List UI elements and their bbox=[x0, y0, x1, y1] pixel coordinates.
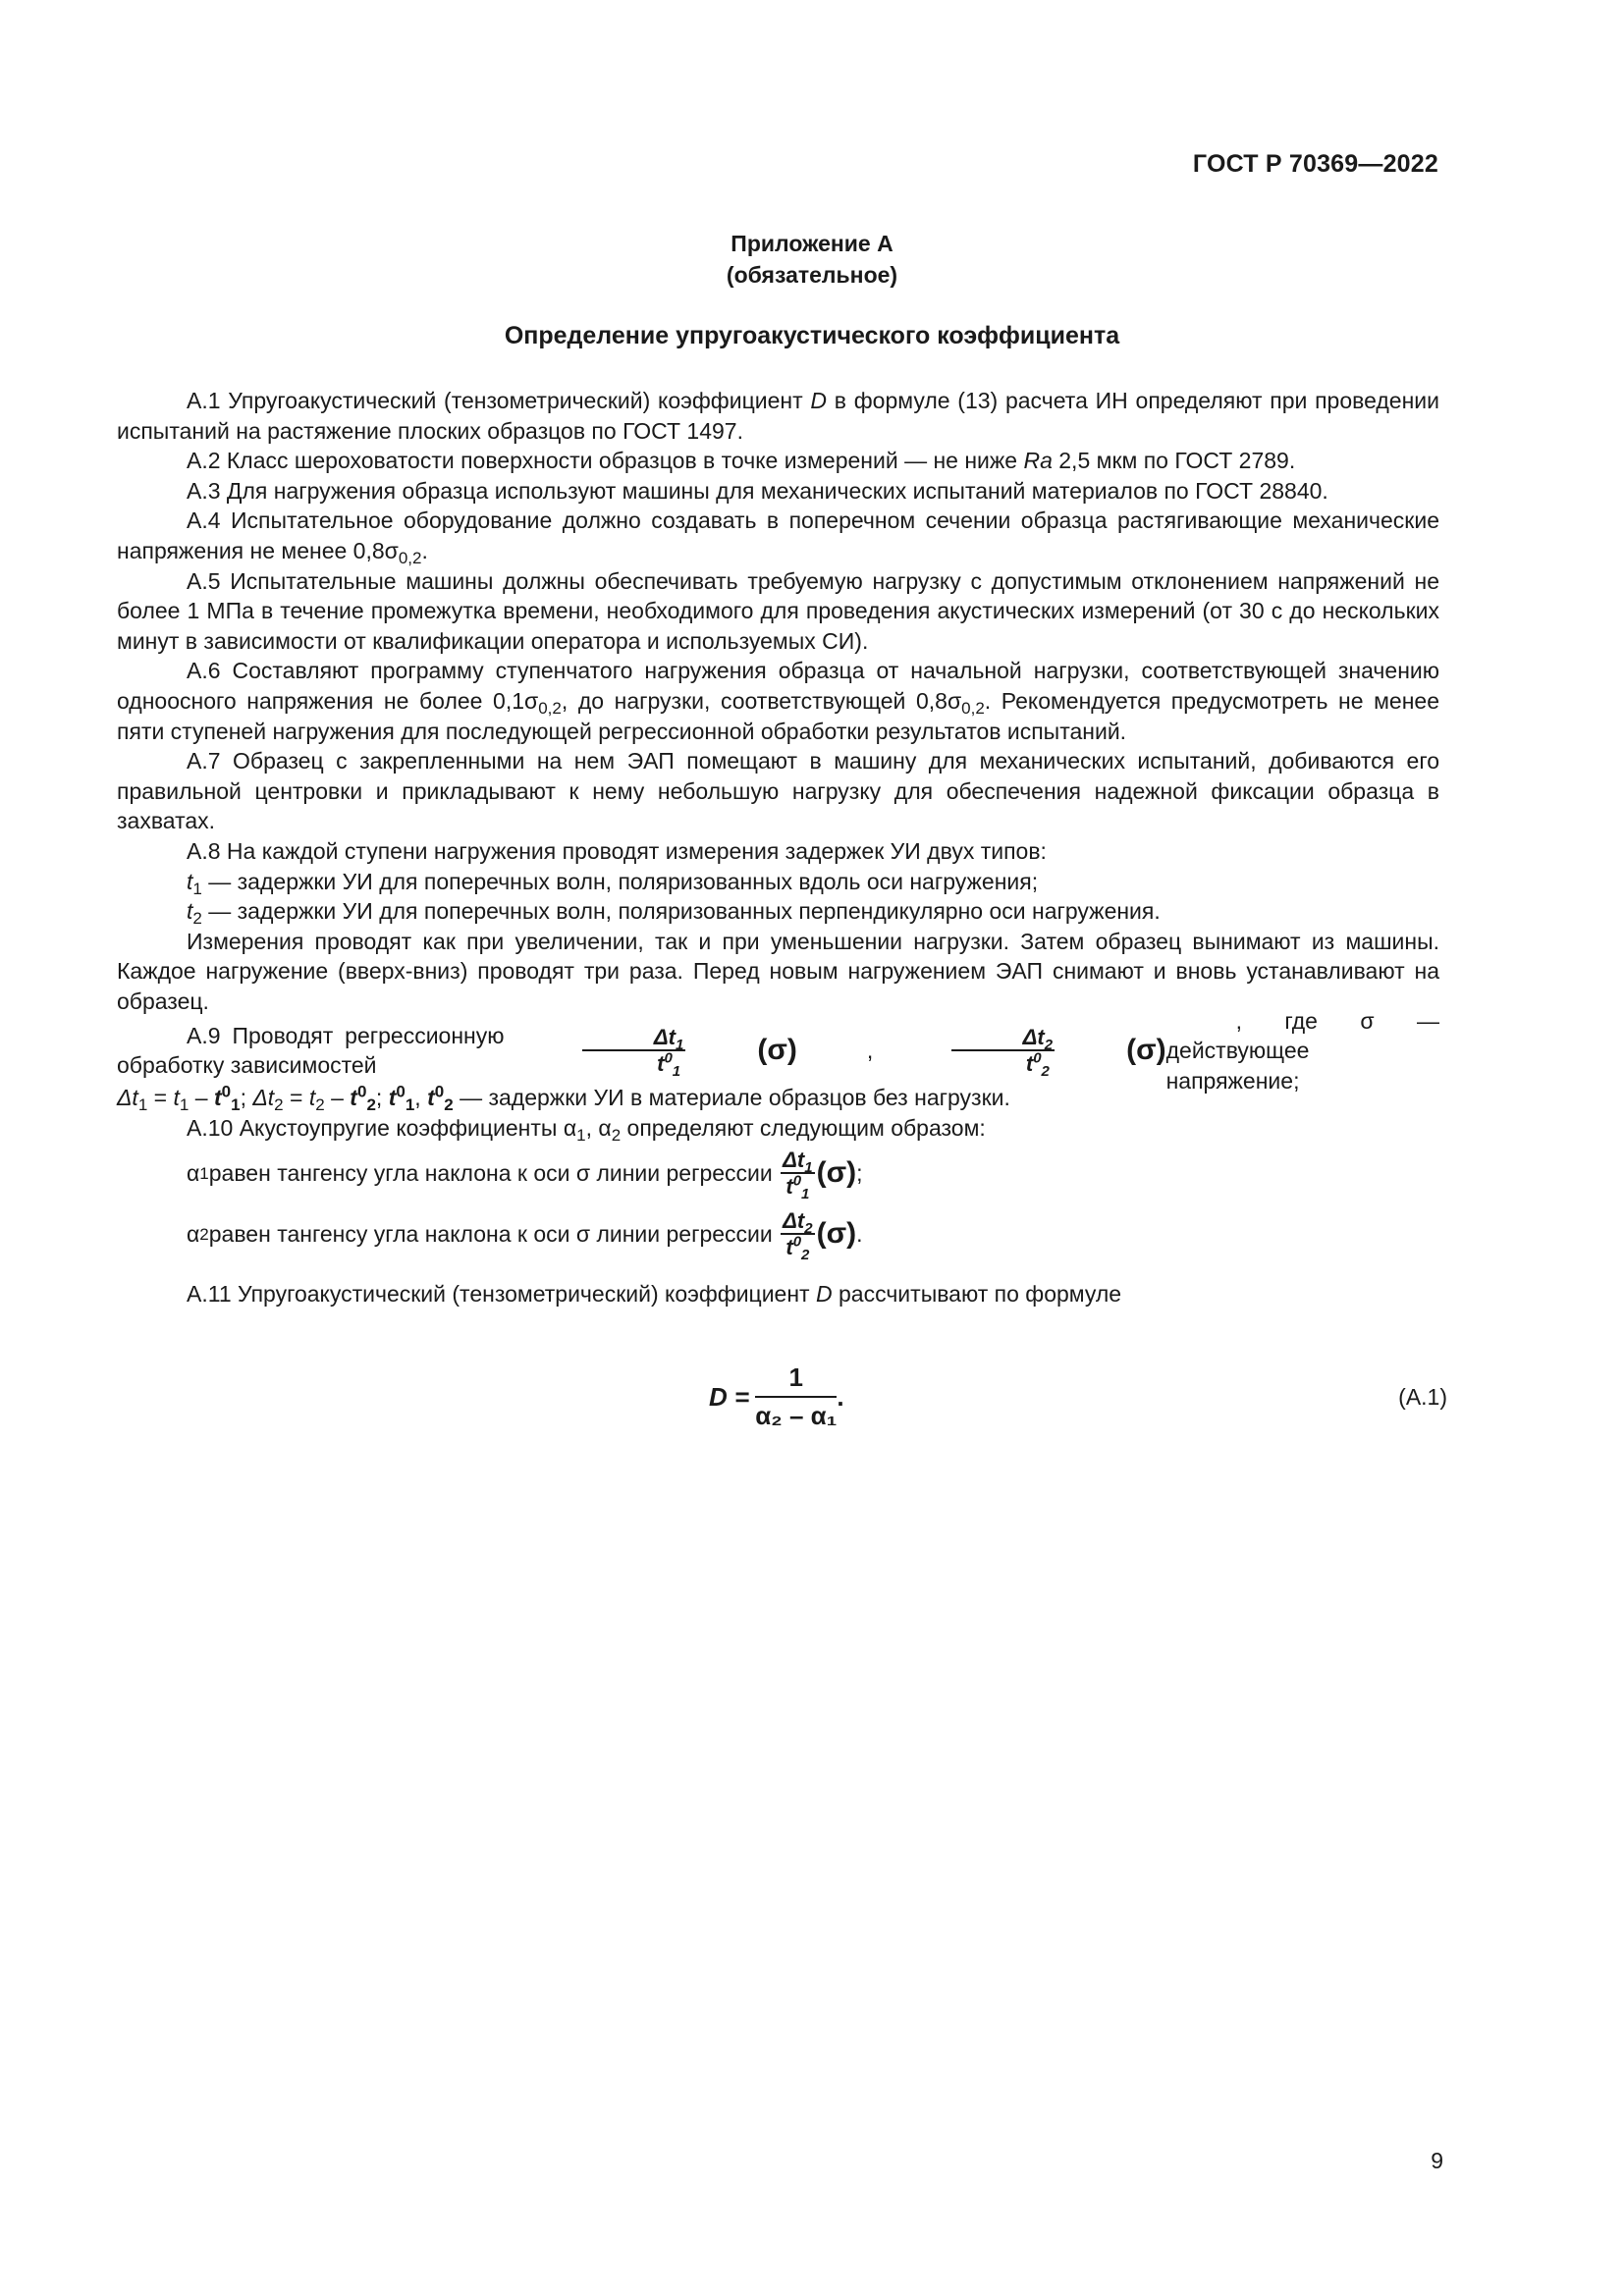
formula-numerator: 1 bbox=[755, 1362, 837, 1398]
formula-expression: D = $\frac{1}{\text{α₂ – α₁}}$ . bbox=[709, 1362, 844, 1430]
annex-title: Определение упругоакустического коэффициента bbox=[504, 322, 1120, 349]
document-code: ГОСТ Р 70369—2022 bbox=[1192, 150, 1438, 178]
para-a3: А.3 Для нагружения образца используют машины для механических испытаний материалов по ГОСТ 28840. bbox=[187, 477, 1328, 504]
para-a6: А.6 Составляют программу ступенчатого нагружения образца от начальной нагрузки, соответствующей значению одноосного напряжения не более $0,1\sigma_{0,2}$, до нагрузки, соответствующей $0,8\sigma_{0,2}$. Рекомендуется предусмотреть не менее пяти ступеней нагружения для последующей регрессионной обработки результатов испытаний. bbox=[117, 658, 1439, 744]
para-a7: А.7 Образец с закрепленными на нем ЭАП помещают в машину для механических испытаний, добиваются его правильной центровки и прикладывают к нему небольшую нагрузку для обеспечения надежной фиксации образца в захватах. bbox=[117, 748, 1439, 834]
para-a11: А.11 Упругоакустический (тензометрический) коэффициент D рассчитывают по формуле bbox=[187, 1280, 1122, 1307]
formula-number: (А.1) bbox=[1398, 1384, 1447, 1410]
para-a10: А.10 Акустоупругие коэффициенты $\alpha_1$, $\alpha_2$ определяют следующим образом: bbox=[187, 1115, 986, 1146]
para-a9-line2: $\Delta t_1 = t_1 - t^0_1$; $\Delta t_2 = t_2 - t^0_2$; $t^0_1$, $t^0_2$ — задержки УИ в материале образцов без нагрузки. bbox=[117, 1082, 1010, 1115]
para-a9: А.9 Проводят регрессионную обработку зависимостей $\frac{\Delta t_1}{t^0_1}$ (σ) , $\frac{\Delta t_2}{t^0_2}$ (σ) , где σ — действующее напряжение; bbox=[117, 1007, 1439, 1094]
para-a5: А.5 Испытательные машины должны обеспечивать требуемую нагрузку с допустимым отклонением напряжений не более 1 МПа в течение промежутка времени, необходимого для проведения акустических измерений (от 30 с до нескольких минут в зависимости от квалификации оператора и используемых СИ). bbox=[117, 567, 1439, 654]
annex-name: Приложение А bbox=[731, 231, 893, 256]
fraction-dt2-t2-alpha: $\frac{\Delta t_2}{t^0_2}$ bbox=[783, 1208, 813, 1264]
fraction-dt1-t1: $\frac{\Delta t_1}{t^0_1}$ bbox=[582, 1027, 685, 1075]
formula-a1 bbox=[0, 1362, 1624, 1441]
formula-fraction bbox=[755, 1362, 837, 1431]
para-alpha1: α 1 равен тангенсу угла наклона к оси σ линии регрессии $\frac{\Delta t_1}{t^0_1}$ (σ) ; bbox=[187, 1148, 863, 1203]
para-t2-definition: $t_2$ — задержки УИ для поперечных волн, поляризованных перпендикулярно оси нагружения. bbox=[187, 898, 1161, 929]
para-a8-continued: Измерения проводят как при увеличении, так и при уменьшении нагрузки. Затем образец вынимают из машины. Каждое нагружение (вверх-вниз) проводят три раза. Перед новым нагружением ЭАП снимают и вновь устанавливают на образец. bbox=[117, 928, 1439, 1014]
para-a2: А.2 Класс шероховатости поверхности образцов в точке измерений — не ниже Ra 2,5 мкм по ГОСТ 2789. bbox=[187, 448, 1296, 474]
para-t1-definition: $t_1$ — задержки УИ для поперечных волн, поляризованных вдоль оси нагружения; bbox=[187, 868, 1039, 898]
para-a8: А.8 На каждой ступени нагружения проводят измерения задержек УИ двух типов: bbox=[187, 837, 1047, 864]
para-a1: А.1 Упругоакустический (тензометрический) коэффициент D в формуле (13) расчета ИН определяют при проведении испытаний на растяжение плоских образцов по ГОСТ 1497. bbox=[117, 388, 1439, 444]
fraction-dt2-t2: $\frac{\Delta t_2}{t^0_2}$ bbox=[951, 1027, 1055, 1075]
fraction-dt1-t1-alpha: $\frac{\Delta t_1}{t^0_1}$ bbox=[783, 1148, 813, 1203]
formula-denominator: α₂ – α₁ bbox=[755, 1401, 838, 1430]
page-number: 9 bbox=[1431, 2148, 1443, 2173]
annex-body bbox=[117, 386, 1439, 1308]
para-a4: А.4 Испытательное оборудование должно создавать в поперечном сечении образца растягивающие механические напряжения не менее $0,8\sigma_{0,2}$. bbox=[117, 507, 1439, 567]
para-alpha2: α 2 равен тангенсу угла наклона к оси σ линии регрессии $\frac{\Delta t_2}{t^0_2}$ (σ) . bbox=[187, 1208, 863, 1264]
annex-status: (обязательное) bbox=[726, 262, 898, 288]
